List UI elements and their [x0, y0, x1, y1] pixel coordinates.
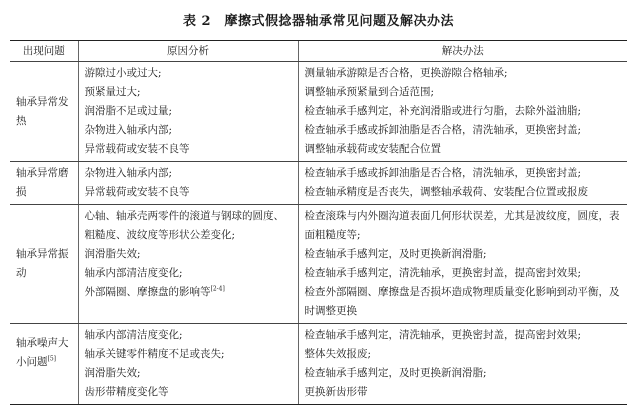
solution-line: 整体失效报废;	[304, 348, 372, 360]
solution-line: 检查轴承精度是否丧失，调整轴承载荷、安装配合位置或报废	[304, 186, 588, 198]
header-problem: 出现问题	[10, 41, 78, 62]
solution-line: 检查外部隔圈、摩擦盘是否损坏造成物理质量变化影响到动平衡，及时调整更换	[304, 286, 620, 317]
cause-cell	[78, 162, 298, 205]
solution-cell	[298, 324, 627, 405]
cause-line: 润滑脂不足或过量;	[84, 105, 173, 117]
problem-cell	[10, 324, 78, 405]
header-cause: 原因分析	[78, 41, 298, 62]
cause-text: 外部隔圈、摩擦盘的影响等	[84, 286, 211, 298]
solution-cell	[298, 62, 627, 162]
cause-cell	[78, 324, 298, 405]
header-solution: 解决办法	[298, 41, 627, 62]
problem-text: 轴承噪声大小问题	[16, 337, 69, 368]
cause-line: 润滑脂失效;	[84, 367, 141, 379]
citation: [5]	[47, 355, 56, 363]
solution-line: 调整轴承载荷或安装配合位置	[304, 143, 441, 155]
problem-cell: 轴承异常磨损	[10, 162, 78, 205]
cause-line: 轴承关键零件精度不足或丧失;	[84, 348, 225, 360]
solution-line: 检查轴承手感判定，补充润滑脂或进行匀脂，去除外溢油脂;	[304, 105, 582, 117]
cause-cell	[78, 62, 298, 162]
solution-line: 检查轴承手感判定，及时更换新润滑脂;	[304, 367, 487, 379]
cause-line: 游隙过小或过大;	[84, 67, 162, 79]
bearing-problems-table	[10, 40, 627, 405]
cause-line: 预紧量过大;	[84, 86, 141, 98]
solution-cell	[298, 205, 627, 324]
cause-cell	[78, 205, 298, 324]
cause-line: 杂物进入轴承内部;	[84, 124, 173, 136]
solution-line: 检查轴承手感判定，清洗轴承，更换密封盖，提高密封效果;	[304, 329, 582, 341]
solution-cell	[298, 162, 627, 205]
cause-line: 齿形带精度变化等	[84, 386, 169, 398]
table-title: 表 2 摩擦式假捻器轴承常见问题及解决办法	[182, 14, 455, 29]
table-row	[10, 62, 627, 162]
solution-line: 测量轴承游隙是否合格，更换游隙合格轴承;	[304, 67, 508, 79]
cause-line: 异常载荷或安装不良等	[84, 186, 190, 198]
solution-line: 更换新齿形带	[304, 386, 368, 398]
cause-line: 润滑脂失效;	[84, 248, 141, 260]
table-row	[10, 324, 627, 405]
solution-line: 调整轴承预紧量到合适范围;	[304, 86, 435, 98]
cause-line: 轴承内部清洁度变化;	[84, 329, 183, 341]
solution-line: 检查轴承手感或拆卸油脂是否合格，清洗轴承，更换密封盖;	[304, 124, 582, 136]
solution-line: 检查轴承手感判定，及时更换新润滑脂;	[304, 248, 487, 260]
citation: [2-4]	[210, 285, 225, 293]
cause-line: 轴承内部清洁度变化;	[84, 267, 183, 279]
cause-line	[85, 283, 292, 302]
problem-cell: 轴承异常发热	[10, 62, 78, 162]
cause-line: 杂物进入轴承内部;	[84, 167, 173, 179]
header-row	[10, 41, 627, 62]
solution-line: 检查轴承手感或拆卸油脂是否合格，清洗轴承，更换密封盖;	[304, 167, 582, 179]
table-row	[10, 205, 627, 324]
solution-line: 检查轴承手感判定，清洗轴承，更换密封盖，提高密封效果;	[304, 267, 582, 279]
problem-cell: 轴承异常振动	[10, 205, 78, 324]
solution-line: 检查滚珠与内外圈沟道表面几何形状误差，尤其是波纹度，圆度，表面粗糙度等;	[304, 210, 620, 241]
table-row	[10, 162, 627, 205]
cause-line: 心轴、轴承壳两零件的滚道与钢球的圆度、粗糙度、波纹度等形状公差变化;	[84, 210, 284, 241]
cause-line: 异常载荷或安装不良等	[84, 143, 190, 155]
